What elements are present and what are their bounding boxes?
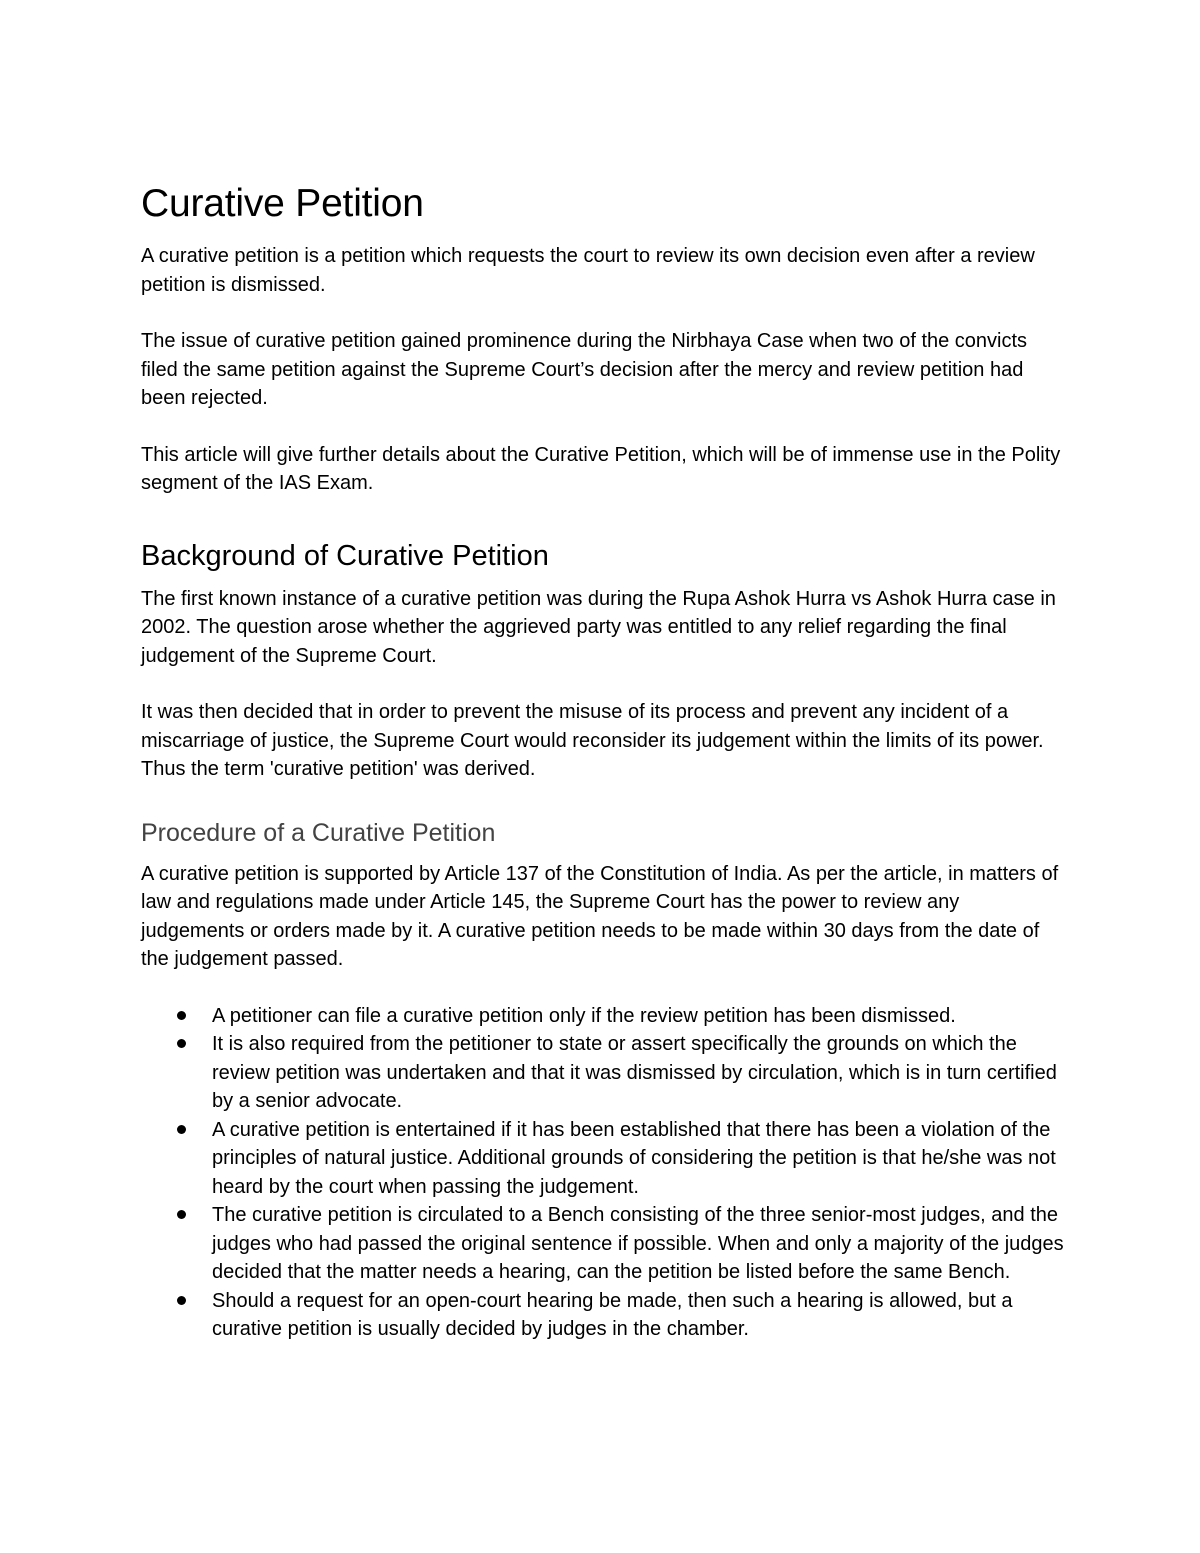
intro-paragraph-3: This article will give further details about the Curative Petition, which will be of immense use in the Polity segment of the IAS Exam. <box>141 443 1061 494</box>
document-page <box>141 180 1066 1344</box>
bullet-icon <box>177 1210 186 1219</box>
background-paragraph-2: It was then decided that in order to prevent the misuse of its process and prevent any incident of a miscarriage of justice, the Supreme Court would reconsider its judgement within the limits of its power. Thus the term 'curative petition' was derived. <box>141 701 1044 780</box>
list-item-text: It is also required from the petitioner to state or assert specifically the grounds on which the review petition was undertaken and that it was dismissed by circulation, which is in turn certified by a senior advocate. <box>212 1033 1057 1112</box>
list-item-text: A curative petition is entertained if it has been established that there has been a violation of the principles of natural justice. Additional grounds of considering the petition is that he/she was not heard by the court when passing the judgement. <box>212 1118 1056 1198</box>
intro-paragraph-2: The issue of curative petition gained prominence during the Nirbhaya Case when two of the convicts filed the same petition against the Supreme Court’s decision after the mercy and review petition had been rejected. <box>141 330 1028 409</box>
list-item-text: A petitioner can file a curative petition only if the review petition has been dismissed. <box>212 1004 956 1027</box>
list-item-text: Should a request for an open-court hearing be made, then such a hearing is allowed, but a curative petition is usually decided by judges in the chamber. <box>212 1289 1013 1340</box>
list-item <box>212 1201 1066 1287</box>
bullet-icon <box>177 1296 186 1305</box>
list-item-text: The curative petition is circulated to a Bench consisting of the three senior-most judges, and the judges who had passed the original sentence if possible. When and only a majority of the judges decided that the matter needs a hearing, can the petition be listed before the same Bench. <box>212 1204 1064 1283</box>
background-heading: Background of Curative Petition <box>141 539 549 572</box>
bullet-icon <box>177 1011 186 1020</box>
procedure-paragraph: A curative petition is supported by Article 137 of the Constitution of India. As per the article, in matters of law and regulations made under Article 145, the Supreme Court has the power to review any judgements or orders made by it. A curative petition needs to be made within 30 days from the date of the judgement passed. <box>141 862 1059 970</box>
list-item <box>212 1287 1066 1344</box>
procedure-heading: Procedure of a Curative Petition <box>141 818 496 847</box>
procedure-bullet-list <box>141 1002 1066 1344</box>
bullet-icon <box>177 1125 186 1134</box>
bullet-icon <box>177 1039 186 1048</box>
list-item <box>212 1116 1066 1202</box>
background-paragraph-1: The first known instance of a curative petition was during the Rupa Ashok Hurra vs Ashok Hurra case in 2002. The question arose whether the aggrieved party was entitled to any relief regarding the final judgement of the Supreme Court. <box>141 587 1056 667</box>
intro-paragraph-1: A curative petition is a petition which requests the court to review its own decision even after a review petition is dismissed. <box>141 245 1035 296</box>
document-title: Curative Petition <box>141 182 424 225</box>
list-item <box>212 1002 1066 1031</box>
list-item <box>212 1030 1066 1116</box>
